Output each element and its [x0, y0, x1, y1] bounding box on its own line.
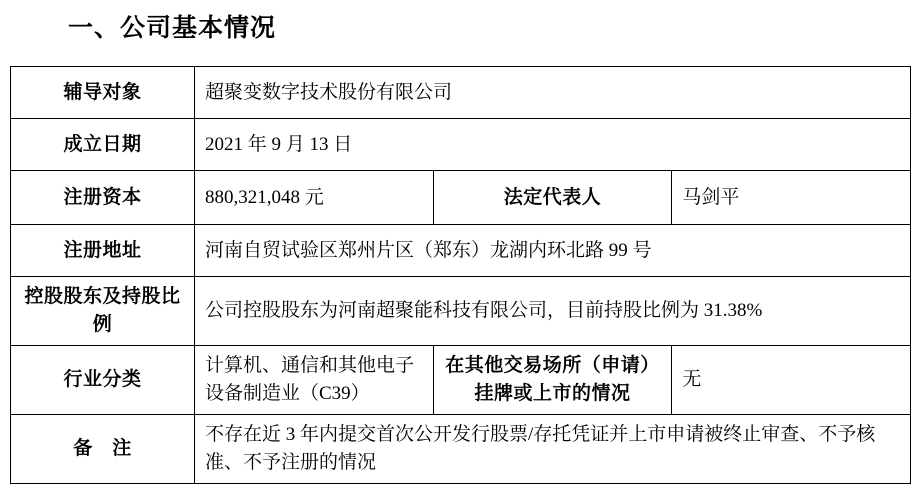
table-row — [11, 346, 911, 415]
row-value-controlling-shareholder — [195, 277, 911, 346]
value-text: 880,321,048 元 — [205, 186, 324, 208]
label-text: 注册资本 — [63, 186, 142, 208]
value-text: 2021 年 9 月 13 日 — [205, 133, 353, 155]
row-value-registered-capital — [195, 171, 434, 225]
table-row — [11, 277, 911, 346]
row-label-controlling-shareholder — [11, 277, 195, 346]
label-text: 行业分类 — [63, 369, 142, 390]
table-row — [11, 225, 911, 277]
row-value-guidance-target — [195, 67, 911, 119]
value-text: 河南自贸试验区郑州片区（郑东）龙湖内环北路 99 号 — [205, 239, 652, 261]
row-value-registered-address — [195, 225, 911, 277]
value-text: 计算机、通信和其他电子设备制造业（C39） — [205, 355, 415, 404]
row-value-legal-representative — [672, 171, 911, 225]
label-text: 在其他交易场所（申请）挂牌或上市的情况 — [445, 355, 660, 404]
label-text: 备 注 — [73, 438, 132, 459]
row-value-establish-date — [195, 119, 911, 171]
row-label-industry-classification — [11, 346, 195, 415]
value-text: 公司控股股东为河南超聚能科技有限公司，目前持股比例为 31.38% — [205, 300, 763, 321]
table-row — [11, 171, 911, 225]
row-label-guidance-target — [11, 67, 195, 119]
value-text: 无 — [682, 369, 702, 390]
table-row — [11, 67, 911, 119]
row-label-registered-capital — [11, 171, 195, 225]
table-row — [11, 119, 911, 171]
table-row — [11, 415, 911, 484]
row-value-other-market-listing — [672, 346, 911, 415]
label-text: 注册地址 — [63, 239, 142, 261]
value-text: 马剑平 — [682, 186, 740, 208]
row-value-industry-classification — [195, 346, 434, 415]
row-value-remarks — [195, 415, 911, 484]
row-label-registered-address — [11, 225, 195, 277]
label-text: 控股股东及持股比例 — [24, 286, 181, 335]
row-label-establish-date — [11, 119, 195, 171]
label-text: 法定代表人 — [503, 186, 602, 208]
page-title: 一、公司基本情况 — [68, 15, 277, 42]
label-text: 辅导对象 — [63, 81, 142, 103]
company-info-table — [10, 66, 911, 484]
row-label-other-market-listing — [433, 346, 672, 415]
row-label-legal-representative — [433, 171, 672, 225]
value-text: 不存在近 3 年内提交首次公开发行股票/存托凭证并上市申请被终止审查、不予核准、不予注册的情况 — [205, 424, 876, 473]
row-label-remarks — [11, 415, 195, 484]
label-text: 成立日期 — [63, 133, 142, 155]
value-text: 超聚变数字技术股份有限公司 — [205, 81, 453, 103]
